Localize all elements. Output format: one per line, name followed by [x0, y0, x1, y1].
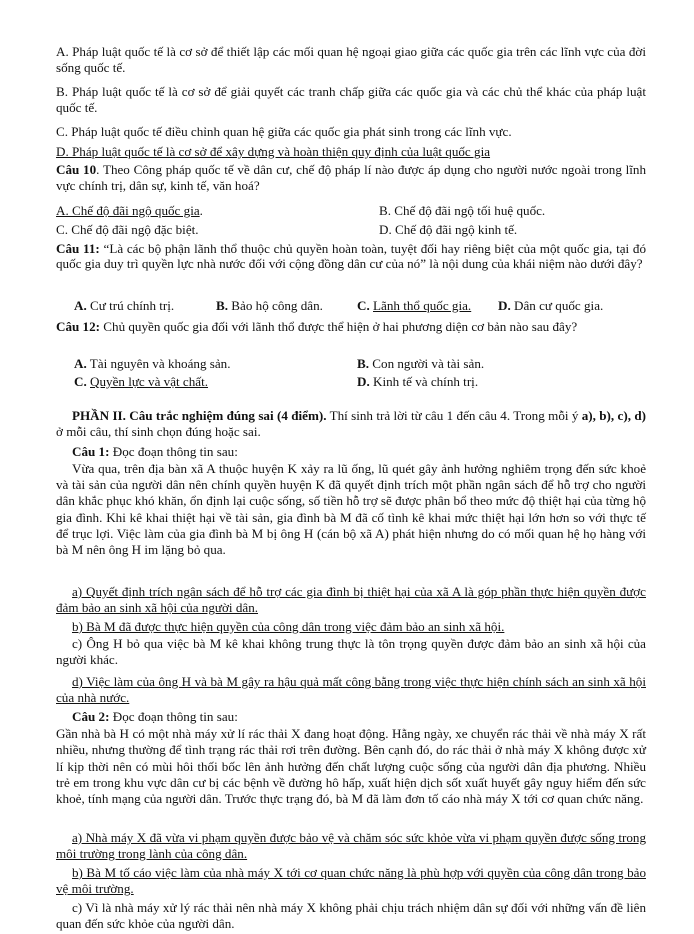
q12-option-b: [357, 356, 484, 372]
c1-statement-b: [56, 619, 646, 635]
q10-text: . Theo Công pháp quốc tế về dân cư, chế độ pháp lí nào được áp dụng cho người nước ngoài trong lĩnh vực chính trị, dân sự, kinh tế, văn hoá?: [56, 162, 647, 194]
c2-prompt: Đọc đoạn thông tin sau:: [109, 709, 238, 724]
q12-option-d-text: Kinh tế và chính trị.: [369, 374, 479, 389]
c1-passage: Vừa qua, trên địa bàn xã A thuộc huyện K xảy ra lũ ống, lũ quét gây ảnh hưởng nghiêm trọng đến sức khoẻ và tài sản của người dân nên chính quyền huyện K đã quyết định trích một phần ngân sách để hỗ trợ cho người dân khắc phục khó khăn, ổn định lại cuộc sống, số tiền hỗ trợ sẽ được phân bổ theo mức độ thiệt hại của từng hộ gia đình. Khi kê khai thiệt hại về tài sản, gia đình bà M đã cố tình kê khai mức thiệt hại lớn hơn so với thực tế để trục lợi. Việc làm của gia đình bà M bị ông H (cán bộ xã A) phát hiện nhưng do có mối quan hệ họ hàng với bà M nên ông H im lặng bỏ qua.: [56, 461, 646, 558]
c1-statement-c: c) Ông H bỏ qua việc bà M kê khai không trung thực là tôn trọng quyền được đảm bảo an sinh xã hội của người khác.: [56, 636, 646, 668]
q11-option-a-key: A.: [74, 298, 87, 313]
part2-heading: [56, 408, 646, 440]
c1-statement-d-text: d) Việc làm của ông H và bà M gây ra hậu quả mất công bằng trong việc thực hiện chính sách an sinh xã hội của nhà nước.: [56, 674, 646, 706]
q11-option-a-text: Cư trú chính trị.: [86, 298, 175, 313]
q11-option-b-key: B.: [216, 298, 229, 313]
q12-option-c: [74, 374, 208, 390]
c1-stem: [56, 444, 646, 460]
q12-option-d: [357, 374, 478, 390]
part2-title: PHẦN II. Câu trắc nghiệm đúng sai (4 điểm).: [72, 408, 327, 423]
q10-label: Câu 10: [56, 162, 97, 177]
c1-statement-a: [56, 584, 646, 616]
q12-option-b-text: Con người và tài sản.: [369, 356, 485, 371]
part2-intro-1: Thí sinh trả lời từ câu 1 đến câu 4. Trong mỗi ý: [326, 408, 582, 423]
q12-option-d-key: D.: [357, 374, 370, 389]
q9-option-b: B. Pháp luật quốc tế là cơ sở để giải quyết các tranh chấp giữa các quốc gia và các chủ thể khác của pháp luật quốc tế.: [56, 84, 646, 116]
q9-option-d-text: D. Pháp luật quốc tế là cơ sở để xây dựng và hoàn thiện quy định của luật quốc gia: [56, 144, 491, 159]
part2-intro-bold: a), b), c), d): [581, 408, 646, 423]
q12-option-a-key: A.: [74, 356, 87, 371]
q9-option-d: [56, 144, 646, 160]
q11-option-d: [498, 298, 603, 314]
part2-intro-2: ở mỗi câu, thí sinh chọn đúng hoặc sai.: [56, 424, 261, 440]
q9-option-c: C. Pháp luật quốc tế điều chỉnh quan hệ giữa các quốc gia phát sinh trong các lĩnh vực.: [56, 124, 512, 139]
q12-text: Chủ quyền quốc gia đối với lãnh thổ được thể hiện ở hai phương diện cơ bản nào sau đây?: [100, 319, 578, 334]
c2-passage: Gần nhà bà H có một nhà máy xử lí rác thải X đang hoạt động. Hằng ngày, xe chuyển rác thải về nhà máy X rất nhiều, nhưng thường để tình trạng rác thải rơi trên đường. Bên cạnh đó, do rác thải ở nhà máy X không được xử lí kịp thời nên có mùi hôi thối bốc lên ảnh hưởng đến chất lượng cuộc sống của người dân địa phương. Nhiều trẻ em trong khu vực dân cư bị các bệnh về đường hô hấp, xuất hiện dịch sốt xuất huyết gây nguy hiểm đến sức khoẻ, tính mạng của người dân. Trước thực trạng đó, bà M đã làm đơn tố cáo nhà máy X tới cơ quan chức năng.: [56, 726, 646, 807]
q11-stem: [56, 241, 646, 271]
c2-statement-b-text: b) Bà M tố cáo việc làm của nhà máy X tới cơ quan chức năng là phù hợp với quyền của công dân trong bảo vệ môi trường.: [56, 865, 646, 897]
q12-option-c-text: Quyền lực và vật chất.: [90, 374, 209, 389]
q10-option-a-tail: .: [199, 203, 203, 218]
q11-option-b-text: Bảo hộ công dân.: [228, 298, 323, 313]
q10-option-b: B. Chế độ đãi ngộ tối huệ quốc.: [379, 203, 546, 218]
q10-option-c: C. Chế độ đãi ngộ đặc biệt.: [56, 222, 199, 237]
q10-option-d: D. Chế độ đãi ngộ kinh tế.: [379, 222, 518, 237]
q11-option-c-text: Lãnh thổ quốc gia.: [373, 298, 472, 313]
q11-option-b: [216, 298, 323, 314]
c1-label: Câu 1:: [72, 444, 110, 459]
q12-label: Câu 12:: [56, 319, 101, 334]
q11-text: “Là các bộ phận lãnh thổ thuộc chủ quyền hoàn toàn, tuyệt đối hay riêng biệt của một quốc gia, tại đó quốc gia duy trì quyền lực nhà nước đối với cộng đồng dân cư của nó” là nội dung của khái niệm nào dưới đây?: [56, 241, 646, 271]
c1-statement-a-text: a) Quyết định trích ngân sách để hỗ trợ các gia đình bị thiệt hại của xã A là góp phần thực hiện quyền được đảm bảo an sinh xã hội của người dân.: [56, 584, 646, 616]
q11-label: Câu 11:: [56, 241, 100, 256]
c2-statement-a: [56, 830, 646, 862]
q12-option-c-key: C.: [74, 374, 87, 389]
c2-stem: [56, 709, 646, 725]
q12-option-a-text: Tài nguyên và khoáng sản.: [86, 356, 231, 371]
q11-option-c: [357, 298, 471, 314]
q10-option-a-text: A. Chế độ đãi ngộ quốc gia: [56, 203, 200, 218]
c1-prompt: Đọc đoạn thông tin sau:: [109, 444, 238, 459]
q9-option-a: A. Pháp luật quốc tế là cơ sở để thiết lập các mối quan hệ ngoại giao giữa các quốc gia trên các lĩnh vực của đời sống quốc tế.: [56, 44, 646, 76]
q11-option-d-key: D.: [498, 298, 511, 313]
q10-stem: [56, 162, 646, 194]
q12-stem: [56, 319, 646, 335]
q11-option-c-key: C.: [357, 298, 370, 313]
c2-statement-a-text: a) Nhà máy X đã vừa vi phạm quyền được bảo vệ và chăm sóc sức khỏe vừa vi phạm quyền được sống trong môi trường trong lành của công dân.: [56, 830, 646, 862]
q10-option-a: [56, 203, 203, 219]
c1-statement-b-text: b) Bà M đã được thực hiện quyền của công dân trong việc đảm bảo an sinh xã hội.: [72, 619, 505, 634]
q12-option-a: [74, 356, 231, 372]
q11-option-a: [74, 298, 174, 314]
c2-label: Câu 2:: [72, 709, 110, 724]
q11-option-d-text: Dân cư quốc gia.: [510, 298, 604, 313]
c2-statement-b: [56, 865, 646, 897]
q12-option-b-key: B.: [357, 356, 370, 371]
c2-statement-c: c) Vì là nhà máy xử lý rác thải nên nhà máy X không phải chịu trách nhiệm dân sự đối với những vấn đề liên quan đến sức khỏe của người dân.: [56, 900, 646, 932]
c1-statement-d: [56, 674, 646, 706]
